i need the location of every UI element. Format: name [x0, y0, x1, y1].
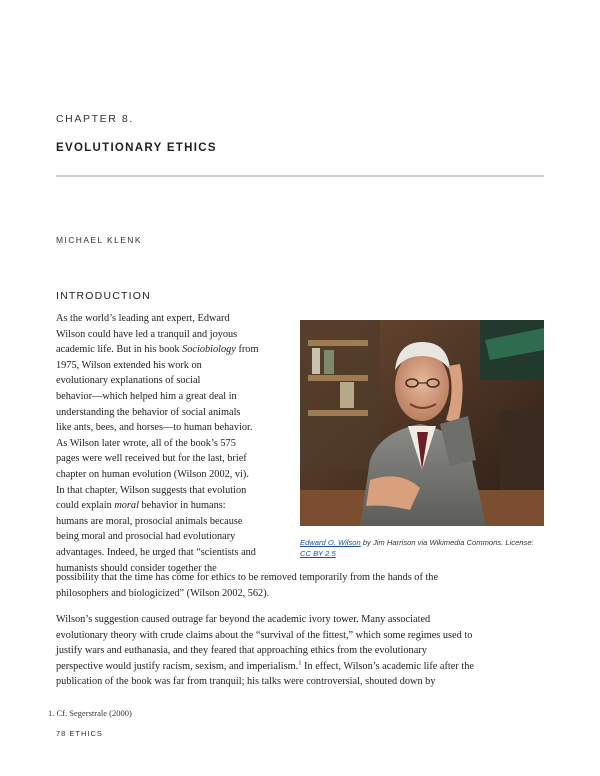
- text-line: academic life. But in his book Sociobiology from: [56, 344, 259, 356]
- text-line: As the world’s leading ant expert, Edward: [56, 313, 230, 324]
- text-line: As Wilson later wrote, all of the book’s 575: [56, 437, 236, 449]
- book-title: Sociobiology: [182, 344, 236, 356]
- paragraph-2: [56, 612, 544, 690]
- text-line: evolutionary explanations of social: [56, 375, 201, 387]
- text-line: like ants, bees, and horses—to human behavior.: [56, 422, 253, 434]
- text-line: could explain moral behavior in humans:: [56, 500, 226, 512]
- text-line: perspective would justify racism, sexism, and imperialism.$^1$ In effect, Wilson’s academic life after the: [56, 659, 474, 672]
- text-line: Wilson’s suggestion caused outrage far beyond the academic ivory tower. Many associated: [56, 614, 431, 625]
- title-divider: [56, 175, 544, 177]
- author-name: MICHAEL KLENK: [56, 235, 142, 245]
- emphasis-moral: moral: [114, 500, 139, 512]
- text-line: chapter on human evolution (Wilson 2002, vi).: [56, 468, 249, 480]
- text-line: possibility that the time has come for ethics to be removed temporarily from the hands of the: [56, 572, 439, 583]
- chapter-title: EVOLUTIONARY ETHICS: [56, 142, 217, 154]
- text-line: justify wars and euthanasia, and they feared that approaching ethics from the evolutionary: [56, 645, 427, 657]
- text-line: philosophers and biologicized” (Wilson 2002, 562).: [56, 587, 270, 599]
- wilson-portrait-photo: [300, 320, 544, 526]
- paragraph-1-column: [56, 311, 292, 576]
- text-line: understanding the behavior of social animals: [56, 406, 241, 418]
- text-line: humanists should consider together the: [56, 562, 217, 574]
- section-heading: INTRODUCTION: [56, 290, 151, 302]
- caption-photo-link[interactable]: Edward O. Wilson: [300, 538, 361, 547]
- text-line: 1975, Wilson extended his work on: [56, 359, 202, 371]
- paragraph-1-tail: [56, 570, 544, 601]
- text-line: evolutionary theory with crude claims about the “survival of the fittest,” which some regimes used to: [56, 629, 473, 641]
- text-line: pages were well received but for the last, brief: [56, 453, 247, 465]
- text-line: behavior—which helped him a great deal in: [56, 390, 237, 402]
- photo-caption: Edward O. Wilson by Jim Harrison via Wikimedia Commons. License: CC BY 2.5: [300, 538, 534, 558]
- text-line: being moral and prosocial had evolutionary: [56, 531, 236, 543]
- caption-license-link[interactable]: CC BY 2.5: [300, 549, 336, 558]
- text-line: publication of the book was far from tranquil; his talks were controversial, shouted down by: [56, 676, 436, 688]
- text-line: Wilson could have led a tranquil and joyous: [56, 328, 238, 340]
- text-line: In that chapter, Wilson suggests that evolution: [56, 484, 247, 496]
- footnote-marker[interactable]: 1: [298, 659, 302, 667]
- text-line: advantages. Indeed, he urged that “scientists and: [56, 546, 256, 558]
- page-footer: 78 ETHICS: [56, 729, 103, 738]
- text-line: humans are moral, prosocial animals because: [56, 515, 243, 527]
- footnote: 1. Cf. Segerstrale (2000): [48, 708, 132, 718]
- chapter-label: CHAPTER 8.: [56, 113, 134, 125]
